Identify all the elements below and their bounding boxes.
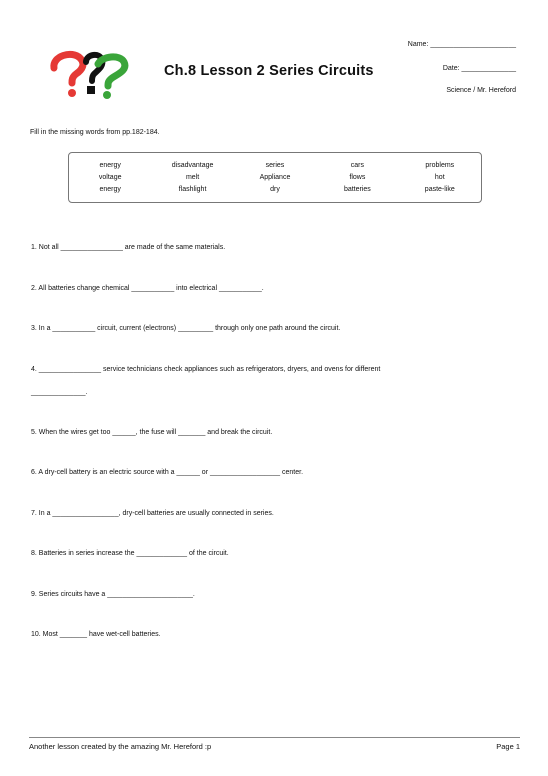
word-bank-word: energy <box>99 185 121 193</box>
word-bank-word: cars <box>350 161 364 169</box>
word-bank-word: Appliance <box>259 173 291 181</box>
question-2: 2. All batteries change chemical ___________ into electrical ___________. <box>31 285 264 292</box>
word-bank-word: voltage <box>98 173 122 181</box>
word-bank-row <box>69 171 481 183</box>
footer-credit: Another lesson created by the amazing Mr. Hereford :p <box>29 742 212 751</box>
page-title: Ch.8 Lesson 2 Series Circuits <box>164 63 374 79</box>
word-bank-table <box>69 159 481 195</box>
question-4-continuation: ______________. <box>31 389 88 396</box>
footer-divider <box>29 737 520 738</box>
question-marks-logo-icon <box>44 48 132 102</box>
word-bank-word: dry <box>270 185 280 193</box>
page-number: Page 1 <box>496 742 520 751</box>
instructions-text: Fill in the missing words from pp.182-184. <box>30 129 160 136</box>
name-field-label: Name: ______________________ <box>407 41 516 48</box>
word-bank-word: disadvantage <box>171 161 214 169</box>
word-bank-word: energy <box>99 161 121 169</box>
question-5: 5. When the wires get too ______, the fuse will _______ and break the circuit. <box>31 429 273 436</box>
word-bank-row <box>69 183 481 195</box>
word-bank-word: batteries <box>343 185 371 193</box>
question-10: 10. Most _______ have wet-cell batteries. <box>31 631 161 638</box>
word-bank-word: paste-like <box>424 185 455 193</box>
word-bank-row <box>69 159 481 171</box>
word-bank-word: series <box>265 161 285 169</box>
word-bank-word: melt <box>185 173 200 181</box>
teacher-label: Science / Mr. Hereford <box>446 87 516 94</box>
question-4: 4. ________________ service technicians check appliances such as refrigerators, dryers, and ovens for different <box>31 366 381 373</box>
question-3: 3. In a ___________ circuit, current (electrons) _________ through only one path around the circuit. <box>31 325 341 332</box>
question-7: 7. In a _________________, dry-cell batteries are usually connected in series. <box>31 510 274 517</box>
question-1: 1. Not all ________________ are made of the same materials. <box>31 244 226 251</box>
word-bank-word: flows <box>349 173 366 181</box>
word-bank-word: problems <box>425 161 455 169</box>
question-9: 9. Series circuits have a ______________________. <box>31 591 195 598</box>
word-bank-word: hot <box>434 173 445 181</box>
date-field-label: Date: ______________ <box>442 65 516 72</box>
question-8: 8. Batteries in series increase the _____________ of the circuit. <box>31 550 229 557</box>
word-bank-box <box>68 152 482 203</box>
question-6: 6. A dry-cell battery is an electric source with a ______ or __________________ center. <box>31 469 304 476</box>
word-bank-word: flashlight <box>178 185 207 193</box>
